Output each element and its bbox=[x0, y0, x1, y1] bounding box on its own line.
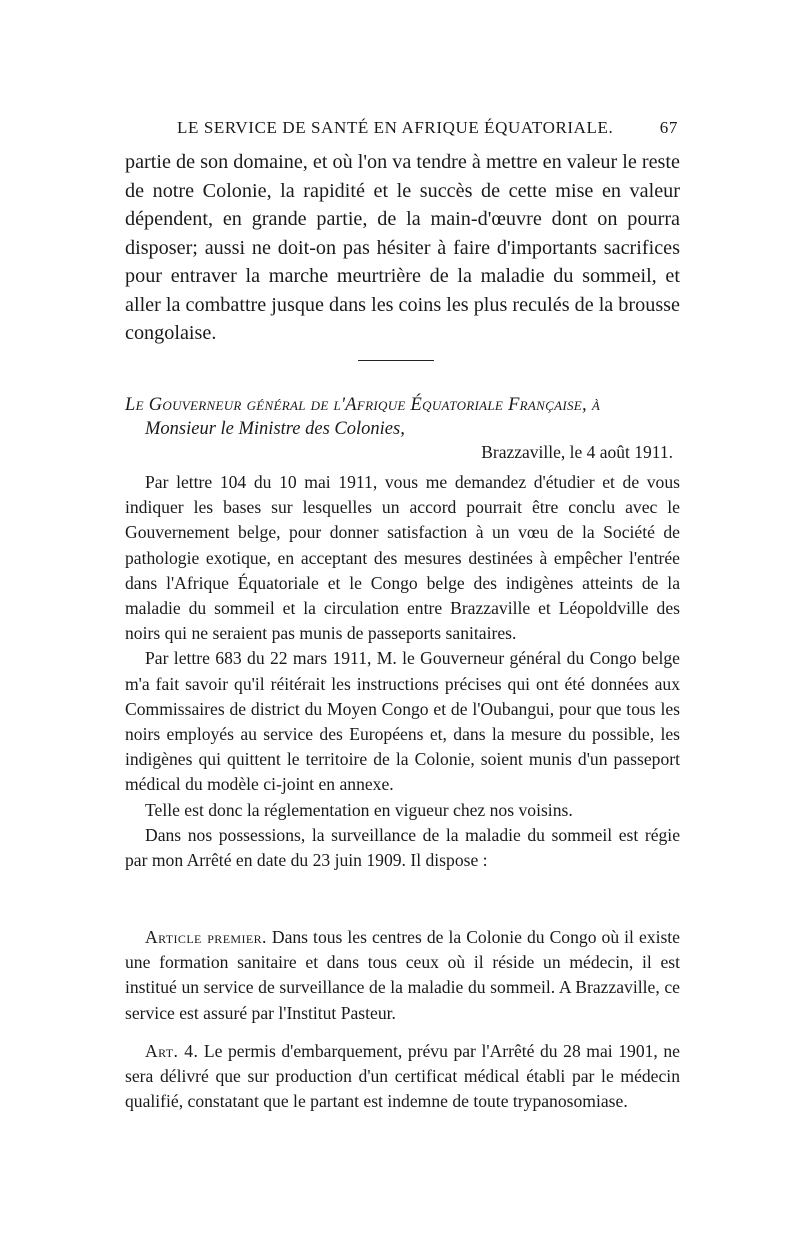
article-label: Art. 4. bbox=[145, 1040, 199, 1061]
article-paragraph bbox=[125, 1039, 680, 1115]
letter-paragraph: Par lettre 104 du 10 mai 1911, vous me demandez d'étudier et de vous indiquer les bases sur lesquelles un accord pourrait être conclu avec le Gouvernement belge, pour donner satisfaction à un vœu de la Société de pathologie exotique, en acceptant des mesures destinées à empêcher l'entrée dans l'Afrique Équatoriale et le Congo belge des indigènes atteints de la maladie du sommeil et la circulation entre Brazzaville et Léopoldville des noirs qui ne seraient pas munis de passeports sanitaires. bbox=[125, 472, 680, 644]
letter-body bbox=[125, 470, 680, 873]
running-head-title: LE SERVICE DE SANTÉ EN AFRIQUE ÉQUATORIALE. bbox=[177, 118, 614, 137]
letter-dateline: Brazzaville, le 4 août 1911. bbox=[481, 442, 673, 462]
letter-address bbox=[125, 393, 680, 441]
letter-paragraph: Dans nos possessions, la surveillance de la maladie du sommeil est régie par mon Arrêté en date du 23 juin 1909. Il dispose : bbox=[125, 824, 680, 871]
article-label: Article premier. bbox=[145, 927, 267, 947]
article-paragraph bbox=[125, 925, 680, 1026]
letter-recipient: Monsieur le Ministre des Colonies, bbox=[145, 419, 405, 439]
letter-sender: Le Gouverneur général de l'Afrique Équatoriale Française, à bbox=[125, 395, 601, 415]
page-number: 67 bbox=[659, 118, 678, 137]
article-text: Le permis d'embarquement, prévu par l'Arrêté du 28 mai 1901, ne sera délivré que sur production d'un certificat médical établi par le médecin qualifié, constatant que le partant est indemne de toute trypanosomiase. bbox=[125, 1040, 680, 1112]
decree-articles bbox=[125, 925, 680, 1114]
section-divider bbox=[358, 360, 434, 361]
letter-paragraph: Par lettre 683 du 22 mars 1911, M. le Gouverneur général du Congo belge m'a fait savoir qu'il réitérait les instructions précises qui ont été données aux Commissaires de district du Moyen Congo et de l'Oubangui, pour que tous les noirs employés au service des Européens et, dans la mesure du possible, les indigènes qui quittent le territoire de la Colonie, soient munis d'un passeport médical du modèle ci-joint en annexe. bbox=[125, 648, 680, 795]
letter-paragraph: Telle est donc la réglementation en vigueur chez nos voisins. bbox=[145, 799, 573, 820]
article-text: Dans tous les centres de la Colonie du Congo où il existe une formation sanitaire et dans tous ceux où il réside un médecin, il est institué un service de surveillance de la maladie du sommeil. A Brazzaville, ce service est assuré par l'Institut Pasteur. bbox=[125, 927, 680, 1023]
intro-paragraph: partie de son domaine, et où l'on va tendre à mettre en valeur le reste de notre Colonie, la rapidité et le succès de cette mise en valeur dépendent, en grande partie, de la main-d'œuvre dont on pourra disposer; aussi ne doit-on pas hésiter à faire d'importants sacrifices pour entraver la marche meurtrière de la maladie du sommeil, et aller la combattre jusque dans les coins les plus reculés de la brousse congolaise. bbox=[125, 151, 680, 344]
